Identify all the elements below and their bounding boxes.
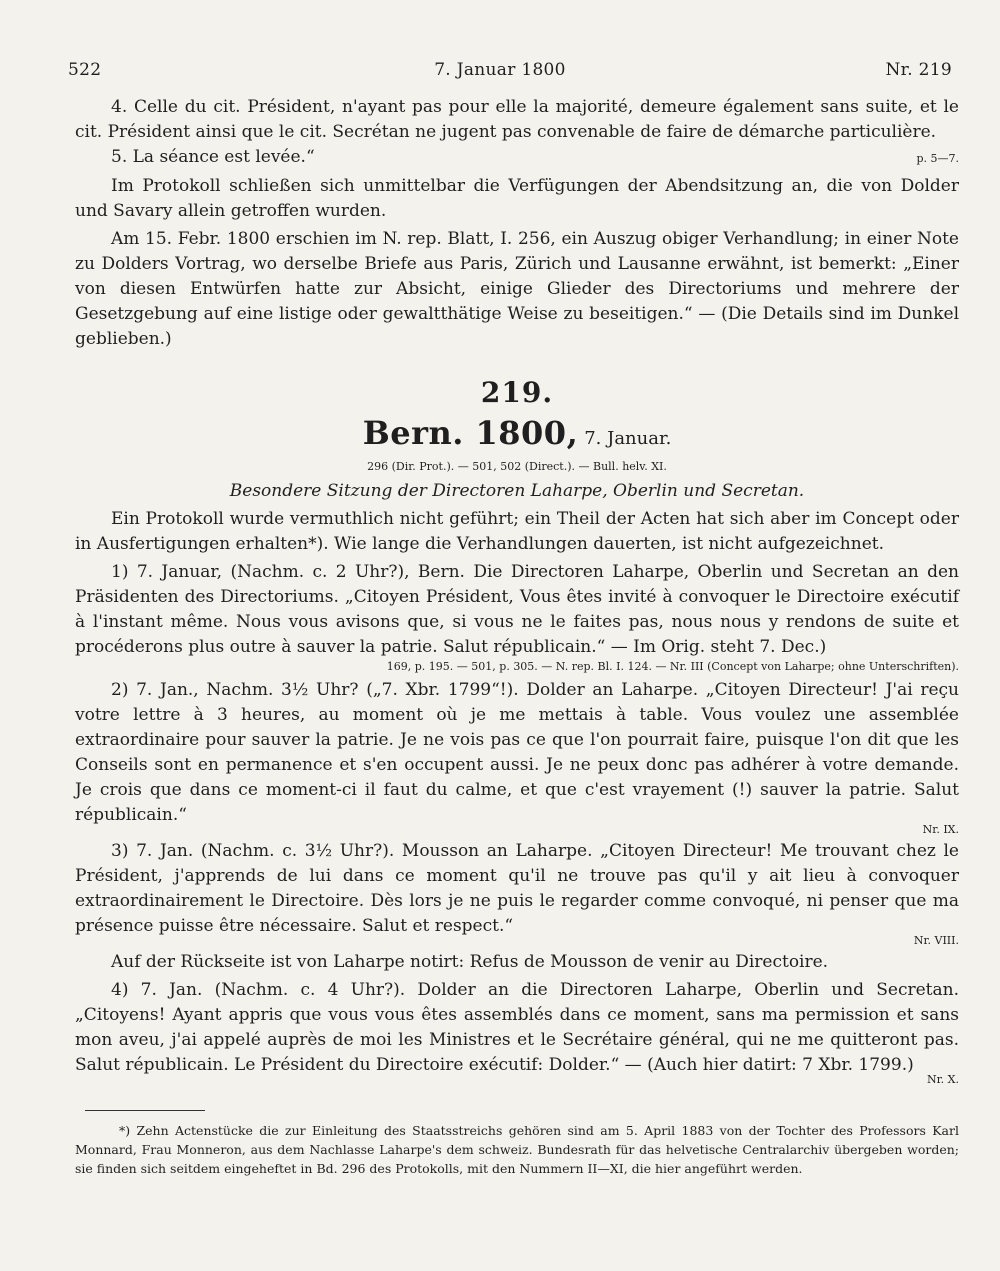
document-subtitle: Besondere Sitzung der Directoren Laharpe, Oberlin und Secretan. bbox=[229, 481, 805, 501]
paragraph-item-5: 5. La séance est levée.“ bbox=[111, 147, 315, 167]
footnote-divider bbox=[85, 1110, 205, 1111]
source-references: 296 (Dir. Prot.). — 501, 502 (Direct.). — Bull. helv. XI. bbox=[367, 460, 667, 473]
place-year: Bern. 1800, bbox=[362, 414, 579, 452]
document-place-date bbox=[75, 416, 959, 456]
paragraph-item-3: 3) 7. Jan. (Nachm. c. 3½ Uhr?). Mousson an Laharpe. „Citoyen Directeur! Me trouvant chez le Président, j'apprends de lui dans ce moment qu'il ne trouve pas qu'il y ait lieu à convoquer extraordinairement le Directoire. Dès lors je ne puis le regarder comme convoqué, ni penser que ma présence puisse être nécessaire. Salut et respect.“ bbox=[75, 841, 959, 936]
paragraph-am-15-febr: Am 15. Febr. 1800 erschien im N. rep. Blatt, I. 256, ein Auszug obiger Verhandlung; in einer Note zu Dolders Vortrag, wo derselbe Briefe aus Paris, Zürich und Lausanne erwähnt, ist bemerkt: „Einer von diesen Entwürfen hatte zur Absicht, einige Glieder des Directoriums und mehrere der Gesetzgebung auf eine listige oder gewaltthätige Weise zu beseitigen.“ — (Die Details sind im Dunkel geblieben.) bbox=[75, 229, 959, 349]
page-body bbox=[75, 95, 959, 1178]
paragraph-protokoll: Im Protokoll schließen sich unmittelbar die Verfügungen der Abendsitzung an, die von Dolder und Savary allein getroffen wurden. bbox=[75, 176, 959, 221]
paragraph-intro: Ein Protokoll wurde vermuthlich nicht geführt; ein Theil der Acten hat sich aber im Concept oder in Ausfertigungen erhalten*). Wie lange die Verhandlungen dauerten, ist nicht aufgezeichnet. bbox=[75, 509, 959, 554]
document-heading-number: 219. bbox=[480, 376, 554, 409]
item-1-sources: 169, p. 195. — 501, p. 305. — N. rep. Bl. I. 124. — Nr. III (Concept von Laharpe; ohne Unterschriften). bbox=[386, 660, 959, 673]
item-4-reference: Nr. X. bbox=[927, 1073, 959, 1086]
page-number: 522 bbox=[68, 60, 102, 80]
item-3-reference: Nr. VIII. bbox=[913, 934, 959, 947]
paragraph-rueckseite: Auf der Rückseite ist von Laharpe notirt: Refus de Mousson de venir au Directoire. bbox=[111, 952, 829, 972]
day-month: 7. Januar. bbox=[584, 428, 672, 449]
paragraph-item-4: 4. Celle du cit. Président, n'ayant pas pour elle la majorité, demeure également sans suite, et le cit. Président ainsi que le cit. Secrétan ne jugent pas convenable de faire de démarche particulière. bbox=[75, 97, 959, 142]
footnote: *) Zehn Actenstücke die zur Einleitung des Staatsstreichs gehören sind am 5. April 1883 von der Tochter des Professors Karl Monnard, Frau Monneron, aus dem Nachlasse Laharpe's dem schweiz. Bundesrath für das helvetische Centralarchiv übergeben worden; sie finden sich seitdem eingeheftet in Bd. 296 des Protokolls, mit den Nummern II—XI, die hier angeführt werden. bbox=[75, 1123, 959, 1176]
item-2-reference: Nr. IX. bbox=[922, 823, 959, 836]
paragraph-item-5-row bbox=[75, 145, 959, 171]
document-number: Nr. 219 bbox=[885, 60, 952, 80]
running-date: 7. Januar 1800 bbox=[434, 60, 566, 80]
paragraph-item-4-dolder: 4) 7. Jan. (Nachm. c. 4 Uhr?). Dolder an die Directoren Laharpe, Oberlin und Secretan. „Citoyens! Ayant appris que vous vous êtes assemblés dans ce moment, sans ma permission et sans mon aveu, j'ai appelé auprès de moi les Ministres et le Secrétaire général, qui ne me quitteront pas. Salut républicain. Le Président du Directoire exécutif: Dolder.“ — (Auch hier datirt: 7 Xbr. 1799.) bbox=[75, 980, 959, 1075]
paragraph-item-2: 2) 7. Jan., Nachm. 3½ Uhr? („7. Xbr. 1799“!). Dolder an Laharpe. „Citoyen Directeur! J'ai reçu votre lettre à 3 heures, au moment où je me mettais à table. Vous voulez une assemblée extraordinaire pour sauver la patrie. Je ne vois pas ce que l'on pourrait faire, puisque l'on dit que les Conseils sont en permanence et s'en occupent aussi. Je ne peux donc pas adhérer à votre demande. Je crois que dans ce moment-ci il faut du calme, et que c'est vrayement (!) sauver la patrie. Salut républicain.“ bbox=[75, 680, 959, 825]
page-reference: p. 5—7. bbox=[916, 152, 959, 165]
paragraph-item-1: 1) 7. Januar, (Nachm. c. 2 Uhr?), Bern. Die Directoren Laharpe, Oberlin und Secretan an den Präsidenten des Directoriums. „Citoyen Président, Vous êtes invité à convoquer le Directoire exécutif à l'instant même. Nous vous avisons que, si vous ne le faites pas, nous nous y rendons de suite et procéderons plus outre à sauver la patrie. Salut républicain.“ — Im Orig. steht 7. Dec.) bbox=[75, 562, 959, 657]
